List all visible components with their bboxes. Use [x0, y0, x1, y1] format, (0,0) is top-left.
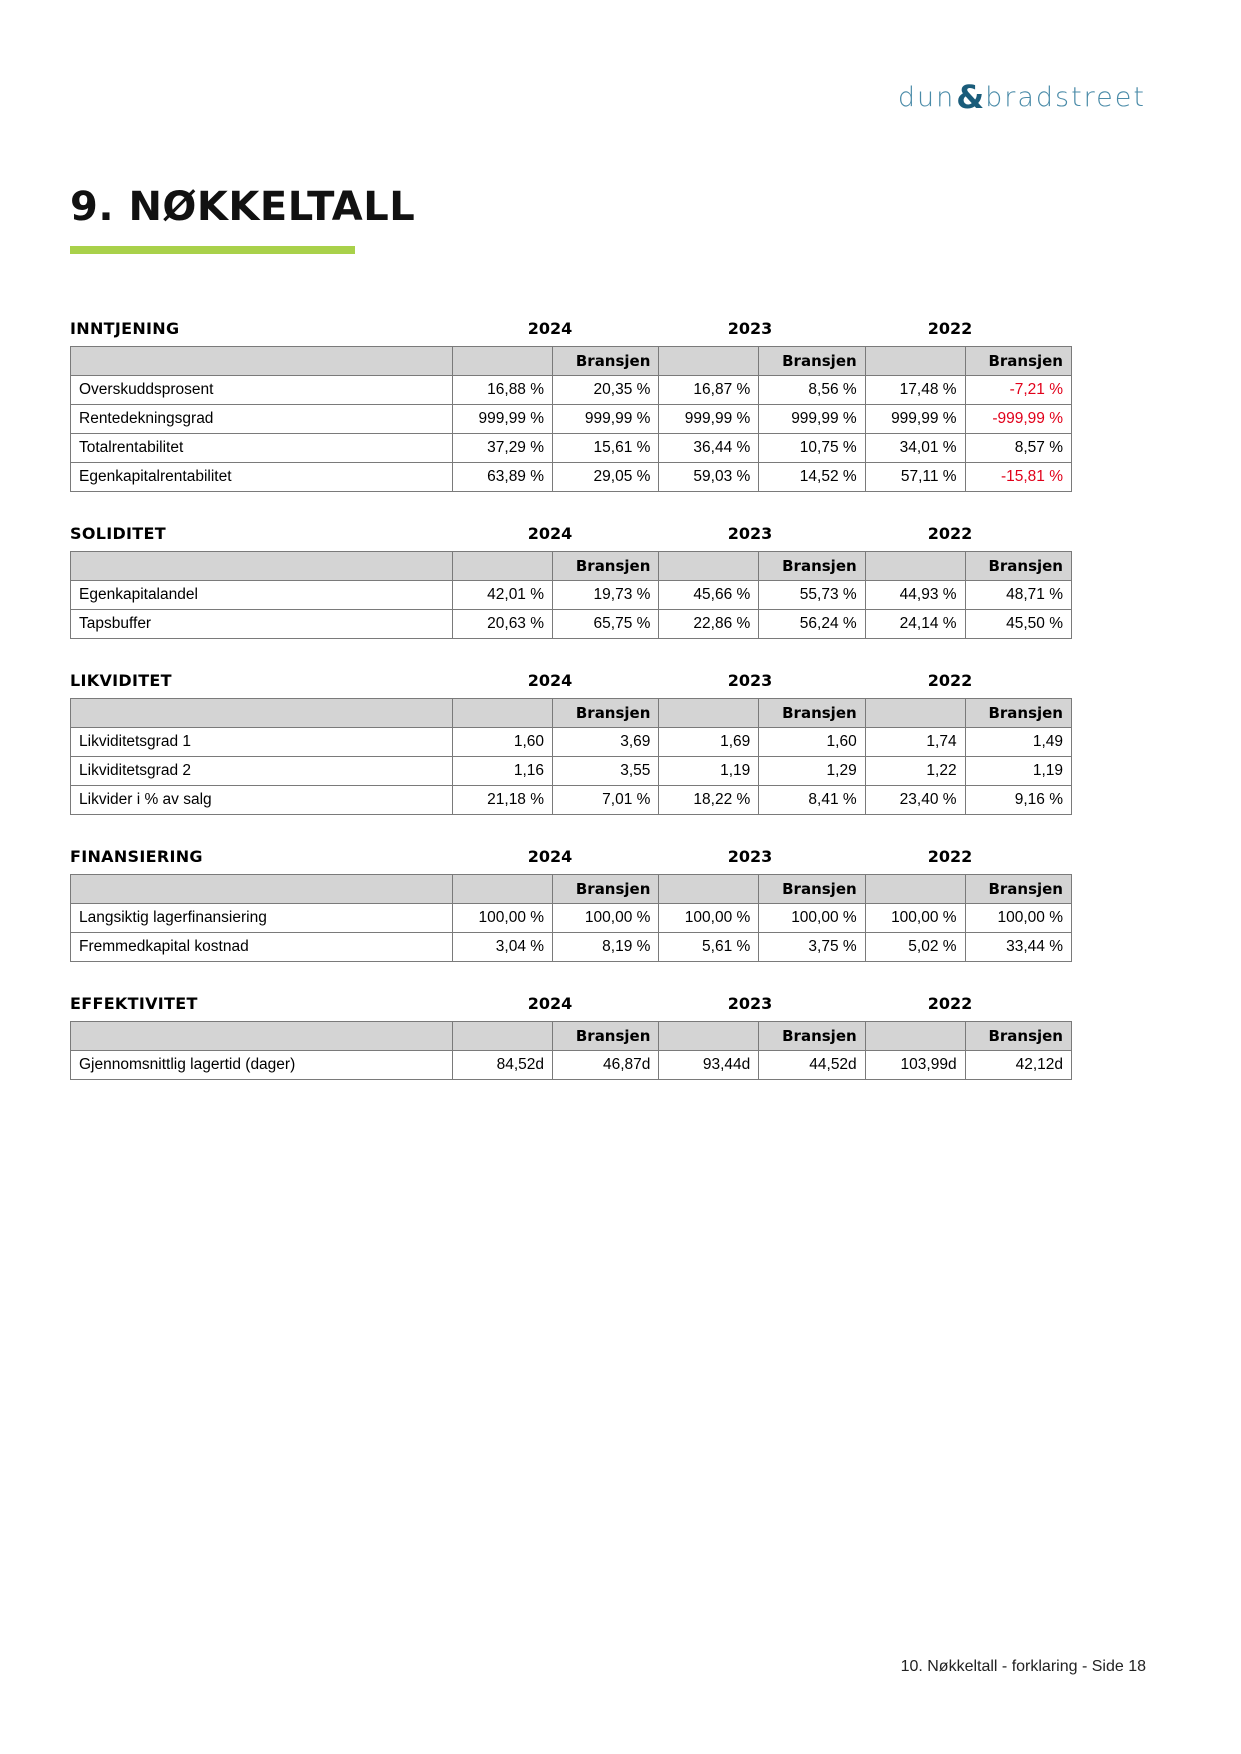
header-bransje-cell: Bransjen	[965, 347, 1071, 376]
header-company-cell	[659, 552, 759, 581]
header-company-cell	[865, 347, 965, 376]
value-bransje: 3,69	[553, 728, 659, 757]
value-bransje: 1,29	[759, 757, 865, 786]
table-row	[71, 757, 1072, 786]
section-header	[70, 670, 1142, 690]
value-company: 45,66 %	[659, 581, 759, 610]
value-company: 100,00 %	[865, 904, 965, 933]
row-label: Tapsbuffer	[71, 610, 453, 639]
row-label: Fremmedkapital kostnad	[71, 933, 453, 962]
header-company-cell	[865, 699, 965, 728]
value-company: 20,63 %	[453, 610, 553, 639]
key-figures-section	[70, 846, 1142, 962]
value-bransje: 14,52 %	[759, 463, 865, 492]
value-bransje: 1,60	[759, 728, 865, 757]
header-company-cell	[659, 699, 759, 728]
key-figures-table	[70, 551, 1072, 639]
page-heading	[70, 186, 415, 254]
header-company-cell	[865, 1022, 965, 1051]
table-row	[71, 904, 1072, 933]
value-company: 5,61 %	[659, 933, 759, 962]
table-row	[71, 405, 1072, 434]
value-company: 21,18 %	[453, 786, 553, 815]
table-row	[71, 463, 1072, 492]
value-company: 22,86 %	[659, 610, 759, 639]
value-company: 1,19	[659, 757, 759, 786]
row-label: Gjennomsnittlig lagertid (dager)	[71, 1051, 453, 1080]
value-company: 24,14 %	[865, 610, 965, 639]
value-bransje: 15,61 %	[553, 434, 659, 463]
header-bransje-cell: Bransjen	[553, 875, 659, 904]
section-header	[70, 318, 1142, 338]
value-bransje: 48,71 %	[965, 581, 1071, 610]
value-bransje: -7,21 %	[965, 376, 1071, 405]
value-bransje: 7,01 %	[553, 786, 659, 815]
value-company: 63,89 %	[453, 463, 553, 492]
value-company: 5,02 %	[865, 933, 965, 962]
header-bransje-cell: Bransjen	[553, 699, 659, 728]
header-bransje-cell: Bransjen	[759, 1022, 865, 1051]
year-column-label: 2022	[927, 524, 973, 543]
value-bransje: 1,19	[965, 757, 1071, 786]
value-bransje: 3,75 %	[759, 933, 865, 962]
value-bransje: 55,73 %	[759, 581, 865, 610]
value-company: 1,74	[865, 728, 965, 757]
year-column-label: 2024	[527, 847, 573, 866]
year-column-label: 2023	[727, 847, 773, 866]
value-company: 57,11 %	[865, 463, 965, 492]
table-row	[71, 434, 1072, 463]
section-header	[70, 846, 1142, 866]
value-bransje: 8,41 %	[759, 786, 865, 815]
value-company: 17,48 %	[865, 376, 965, 405]
header-company-cell	[453, 875, 553, 904]
value-bransje: 100,00 %	[553, 904, 659, 933]
section-title: EFFEKTIVITET	[70, 994, 198, 1013]
value-bransje: 45,50 %	[965, 610, 1071, 639]
value-company: 44,93 %	[865, 581, 965, 610]
header-blank-cell	[71, 552, 453, 581]
key-figures-section	[70, 993, 1142, 1080]
table-header-row	[71, 1022, 1072, 1051]
key-figures-section	[70, 523, 1142, 639]
value-bransje: 8,56 %	[759, 376, 865, 405]
header-company-cell	[453, 552, 553, 581]
year-column-label: 2022	[927, 847, 973, 866]
value-bransje: 10,75 %	[759, 434, 865, 463]
table-header-row	[71, 699, 1072, 728]
value-company: 37,29 %	[453, 434, 553, 463]
year-column-label: 2024	[527, 524, 573, 543]
header-company-cell	[453, 699, 553, 728]
value-bransje: 19,73 %	[553, 581, 659, 610]
header-bransje-cell: Bransjen	[553, 552, 659, 581]
header-blank-cell	[71, 875, 453, 904]
value-company: 100,00 %	[659, 904, 759, 933]
year-column-label: 2023	[727, 319, 773, 338]
value-company: 100,00 %	[453, 904, 553, 933]
year-column-label: 2023	[727, 671, 773, 690]
header-bransje-cell: Bransjen	[965, 552, 1071, 581]
year-column-label: 2022	[927, 319, 973, 338]
header-blank-cell	[71, 699, 453, 728]
value-company: 59,03 %	[659, 463, 759, 492]
row-label: Egenkapitalrentabilitet	[71, 463, 453, 492]
header-blank-cell	[71, 1022, 453, 1051]
header-bransje-cell: Bransjen	[965, 875, 1071, 904]
section-title: INNTJENING	[70, 319, 180, 338]
year-column-label: 2023	[727, 524, 773, 543]
row-label: Likviditetsgrad 1	[71, 728, 453, 757]
value-company: 36,44 %	[659, 434, 759, 463]
section-title: SOLIDITET	[70, 524, 166, 543]
row-label: Likvider i % av salg	[71, 786, 453, 815]
year-column-label: 2023	[727, 994, 773, 1013]
row-label: Totalrentabilitet	[71, 434, 453, 463]
table-row	[71, 610, 1072, 639]
value-bransje: 999,99 %	[759, 405, 865, 434]
value-company: 999,99 %	[453, 405, 553, 434]
value-bransje: 46,87d	[553, 1051, 659, 1080]
page-title: 9. NØKKELTALL	[70, 184, 416, 230]
value-company: 93,44d	[659, 1051, 759, 1080]
header-bransje-cell: Bransjen	[759, 875, 865, 904]
year-column-label: 2022	[927, 671, 973, 690]
value-company: 23,40 %	[865, 786, 965, 815]
section-header	[70, 523, 1142, 543]
value-bransje: 8,19 %	[553, 933, 659, 962]
value-bransje: 100,00 %	[759, 904, 865, 933]
value-bransje: 56,24 %	[759, 610, 865, 639]
dun-bradstreet-logo	[898, 78, 1146, 116]
table-row	[71, 1051, 1072, 1080]
value-bransje: 42,12d	[965, 1051, 1071, 1080]
key-figures-section	[70, 670, 1142, 815]
value-bransje: 65,75 %	[553, 610, 659, 639]
value-company: 1,22	[865, 757, 965, 786]
row-label: Egenkapitalandel	[71, 581, 453, 610]
header-company-cell	[453, 1022, 553, 1051]
row-label: Rentedekningsgrad	[71, 405, 453, 434]
value-bransje: 20,35 %	[553, 376, 659, 405]
value-bransje: 100,00 %	[965, 904, 1071, 933]
year-column-label: 2024	[527, 671, 573, 690]
value-company: 16,88 %	[453, 376, 553, 405]
section-title: FINANSIERING	[70, 847, 203, 866]
value-bransje: 9,16 %	[965, 786, 1071, 815]
logo-text-dun: dun	[897, 81, 956, 113]
value-company: 3,04 %	[453, 933, 553, 962]
row-label: Langsiktig lagerfinansiering	[71, 904, 453, 933]
key-figures-table	[70, 1021, 1072, 1080]
row-label: Likviditetsgrad 2	[71, 757, 453, 786]
header-company-cell	[659, 347, 759, 376]
table-header-row	[71, 875, 1072, 904]
row-label: Overskuddsprosent	[71, 376, 453, 405]
header-bransje-cell: Bransjen	[553, 347, 659, 376]
value-company: 18,22 %	[659, 786, 759, 815]
header-bransje-cell: Bransjen	[759, 347, 865, 376]
value-bransje: 44,52d	[759, 1051, 865, 1080]
table-row	[71, 581, 1072, 610]
header-bransje-cell: Bransjen	[553, 1022, 659, 1051]
header-bransje-cell: Bransjen	[965, 1022, 1071, 1051]
value-bransje: 999,99 %	[553, 405, 659, 434]
value-company: 999,99 %	[659, 405, 759, 434]
value-company: 1,69	[659, 728, 759, 757]
logo-text-bradstreet: bradstreet	[985, 81, 1146, 113]
table-row	[71, 786, 1072, 815]
value-company: 16,87 %	[659, 376, 759, 405]
value-company: 84,52d	[453, 1051, 553, 1080]
section-header	[70, 993, 1142, 1013]
key-figures-section	[70, 318, 1142, 492]
table-row	[71, 728, 1072, 757]
table-row	[71, 933, 1072, 962]
header-blank-cell	[71, 347, 453, 376]
key-figures-table	[70, 874, 1072, 962]
value-bransje: 1,49	[965, 728, 1071, 757]
value-company: 1,16	[453, 757, 553, 786]
year-column-label: 2024	[527, 994, 573, 1013]
value-bransje: 33,44 %	[965, 933, 1071, 962]
key-figures-table	[70, 346, 1072, 492]
year-column-label: 2022	[927, 994, 973, 1013]
value-company: 42,01 %	[453, 581, 553, 610]
header-bransje-cell: Bransjen	[759, 699, 865, 728]
value-company: 1,60	[453, 728, 553, 757]
value-bransje: 29,05 %	[553, 463, 659, 492]
header-bransje-cell: Bransjen	[759, 552, 865, 581]
key-figures-sections	[70, 318, 1142, 1111]
heading-accent-rule	[70, 246, 355, 254]
value-bransje: 8,57 %	[965, 434, 1071, 463]
header-company-cell	[865, 875, 965, 904]
value-bransje: -999,99 %	[965, 405, 1071, 434]
header-company-cell	[659, 875, 759, 904]
value-company: 34,01 %	[865, 434, 965, 463]
table-row	[71, 376, 1072, 405]
year-column-label: 2024	[527, 319, 573, 338]
page-footer: 10. Nøkkeltall - forklaring - Side 18	[900, 1658, 1146, 1675]
table-header-row	[71, 347, 1072, 376]
header-bransje-cell: Bransjen	[965, 699, 1071, 728]
value-bransje: 3,55	[553, 757, 659, 786]
value-company: 999,99 %	[865, 405, 965, 434]
header-company-cell	[453, 347, 553, 376]
header-company-cell	[865, 552, 965, 581]
value-company: 103,99d	[865, 1051, 965, 1080]
logo-ampersand-icon: &	[956, 78, 985, 116]
table-header-row	[71, 552, 1072, 581]
section-title: LIKVIDITET	[70, 671, 172, 690]
key-figures-table	[70, 698, 1072, 815]
header-company-cell	[659, 1022, 759, 1051]
value-bransje: -15,81 %	[965, 463, 1071, 492]
